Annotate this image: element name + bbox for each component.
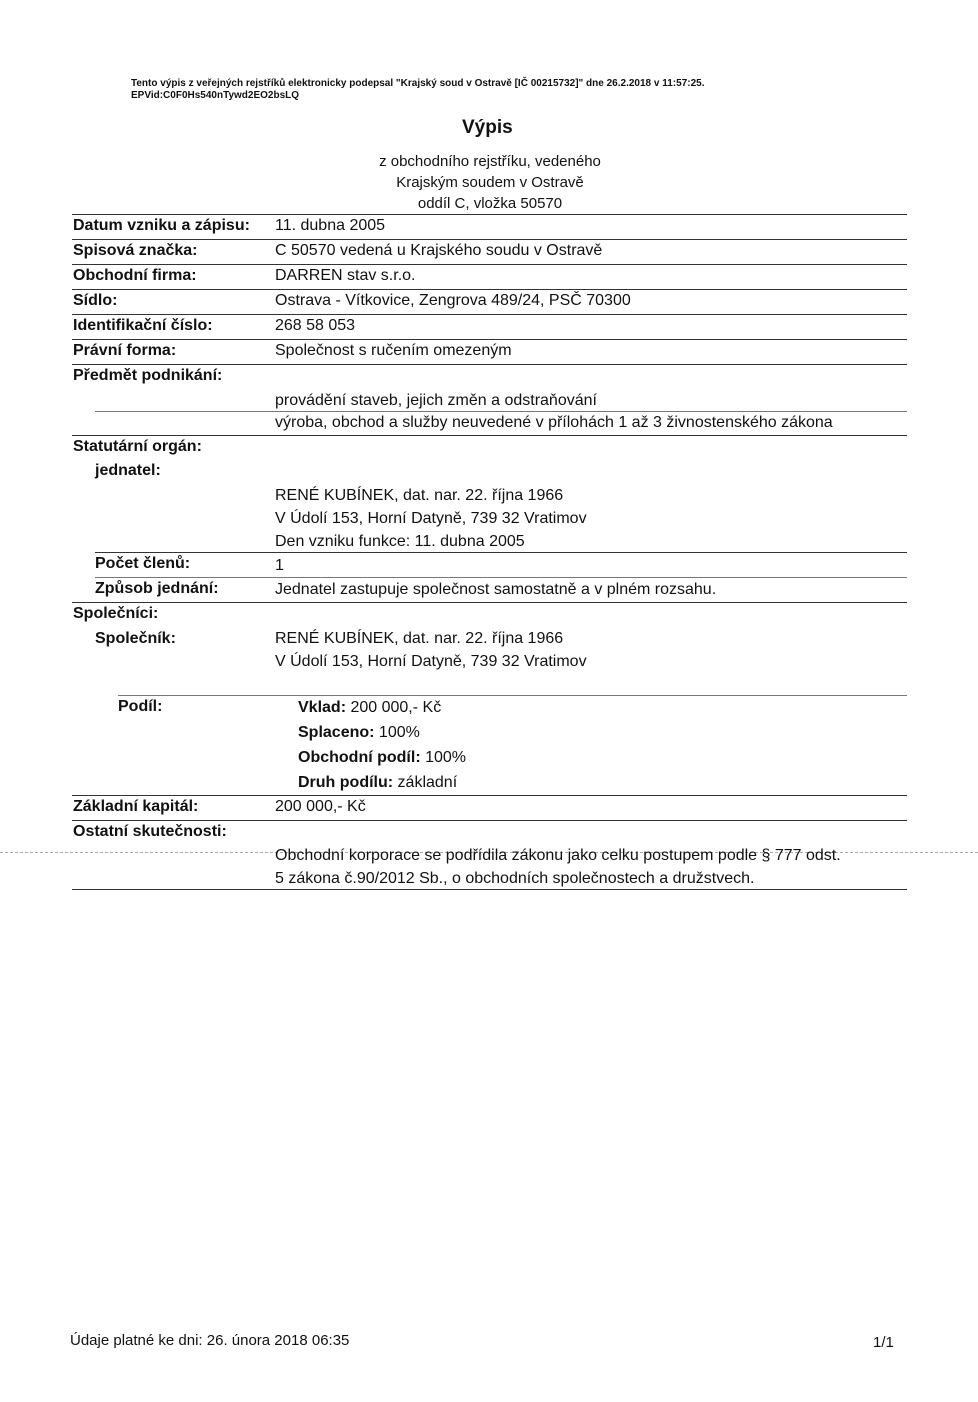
zpusob-value: Jednatel zastupuje společnost samostatně a v plném rozsahu. [275,581,717,598]
firma-value: DARREN stav s.r.o. [275,267,416,284]
subtitle-line-3: oddíl C, vložka 50570 [417,195,563,212]
divider [72,264,907,265]
vklad-value: 200 000,- Kč [350,699,442,716]
jednatel-since: Den vzniku funkce: 11. dubna 2005 [275,533,525,550]
other-line-2: 5 zákona č.90/2012 Sb., o obchodních společnostech a družstvech. [275,870,755,887]
predmet-item-1: provádění staveb, jejich změn a odstraňování [275,392,597,409]
spisova-label: Spisová značka: [73,242,198,259]
epvid-line: EPVid:C0F0Hs540nTywd2EO2bsLQ [131,90,300,101]
page-number: 1/1 [873,1334,894,1351]
divider [72,820,907,821]
druh-podilu-key: Druh podílu: [298,774,394,791]
divider [72,214,907,215]
capital-label: Základní kapitál: [73,798,199,815]
splaceno-value: 100% [378,724,420,741]
divider [72,364,907,365]
divider [95,411,907,412]
other-label: Ostatní skutečnosti: [73,823,227,840]
divider [72,795,907,796]
obchodni-podil-row [298,749,466,767]
splaceno-row [298,724,420,742]
datum-value: 11. dubna 2005 [275,217,386,234]
druh-podilu-value: základní [397,774,458,791]
divider [72,435,907,436]
other-line-1: Obchodní korporace se podřídila zákonu jako celku postupem podle § 777 odst. [275,847,841,864]
obchodni-podil-value: 100% [425,749,467,766]
capital-value: 200 000,- Kč [275,798,366,815]
ico-label: Identifikační číslo: [73,317,213,334]
forma-label: Právní forma: [73,342,177,359]
spolecnik-label: Společník: [95,630,176,647]
vklad-key: Vklad: [298,699,347,716]
divider [95,552,907,553]
divider [72,889,907,890]
divider [118,695,907,696]
jednatel-label: jednatel: [95,462,161,479]
podil-label: Podíl: [118,698,163,715]
firma-label: Obchodní firma: [73,267,197,284]
subtitle-line-1: z obchodního rejstříku, vedeného [379,153,601,170]
vklad-row [298,699,441,717]
druh-podilu-row [298,774,457,792]
statutory-label: Statutární orgán: [73,438,202,455]
document-title: Výpis [462,117,513,138]
pocet-label: Počet členů: [95,555,191,572]
jednatel-address: V Údolí 153, Horní Datyně, 739 32 Vratimov [275,510,587,527]
splaceno-key: Splaceno: [298,724,375,741]
divider [72,289,907,290]
pocet-value: 1 [275,557,284,574]
subtitle-line-2: Krajským soudem v Ostravě [396,174,584,191]
sidlo-value: Ostrava - Vítkovice, Zengrova 489/24, PSČ 70300 [275,292,631,309]
divider [72,314,907,315]
jednatel-name: RENÉ KUBÍNEK, dat. nar. 22. října 1966 [275,487,564,504]
zpusob-label: Způsob jednání: [95,580,219,597]
predmet-item-2: výroba, obchod a služby neuvedené v přílohách 1 až 3 živnostenského zákona [275,414,833,431]
divider [72,602,907,603]
predmet-label: Předmět podnikání: [73,367,223,384]
divider [72,339,907,340]
forma-value: Společnost s ručením omezeným [275,342,512,359]
signature-line: Tento výpis z veřejných rejstříků elektronicky podepsal "Krajský soud v Ostravě [IČ 00215732]" dne 26.2.2018 v 11:57:25. [131,78,705,89]
spisova-value: C 50570 vedená u Krajského soudu v Ostravě [275,242,603,259]
obchodni-podil-key: Obchodní podíl: [298,749,421,766]
ico-value: 268 58 053 [275,317,356,334]
sidlo-label: Sídlo: [73,292,118,309]
spolecnik-address: V Údolí 153, Horní Datyně, 739 32 Vratimov [275,653,587,670]
validity-date: Údaje platné ke dni: 26. února 2018 06:35 [70,1332,350,1349]
divider [95,577,907,578]
datum-label: Datum vzniku a zápisu: [73,217,250,234]
partners-label: Společníci: [73,605,159,622]
divider [72,239,907,240]
spolecnik-name: RENÉ KUBÍNEK, dat. nar. 22. října 1966 [275,630,564,647]
